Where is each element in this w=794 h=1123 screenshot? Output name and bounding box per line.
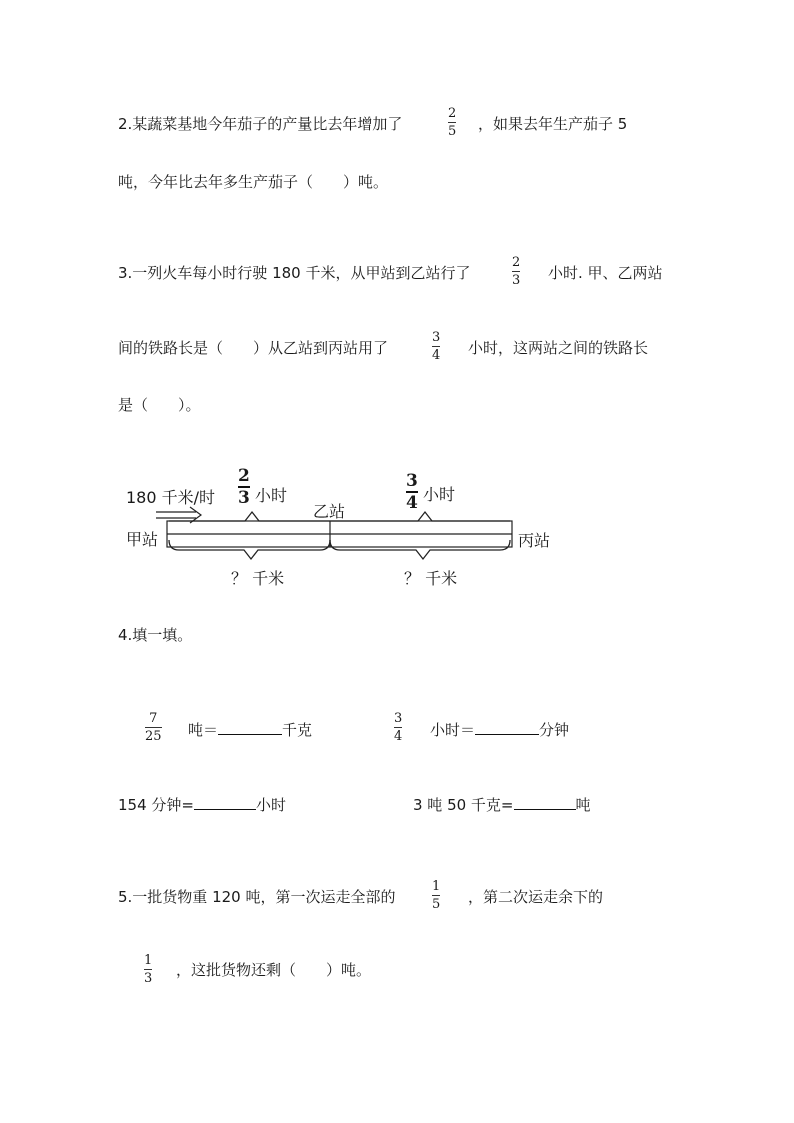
distance-question-1: ？ 千米 — [231, 569, 285, 588]
q5-fraction-1 — [432, 879, 440, 912]
station-a-label: 甲站 — [126, 530, 159, 549]
fraction-numerator: 2 — [238, 466, 250, 486]
time-label-2: 小时 — [423, 485, 456, 504]
q3-text-c: 间的铁路长是（ ）从乙站到丙站用了 — [118, 339, 389, 357]
q3-text-a: 3.一列火车每小时行驶 180 千米，从甲站到乙站行了 — [118, 264, 471, 282]
answer-blank[interactable] — [514, 793, 576, 810]
answer-blank[interactable] — [475, 718, 539, 735]
time-label-1: 小时 — [255, 486, 288, 505]
diagram-fraction-1 — [238, 467, 250, 507]
answer-blank[interactable] — [218, 718, 282, 735]
fraction-denominator: 25 — [145, 729, 162, 744]
fraction-denominator: 4 — [432, 348, 441, 363]
q5-text-c: ，这批货物还剩（ ）吨。 — [176, 961, 372, 979]
q4-item4 — [413, 793, 591, 815]
unit-label: 千克 — [282, 721, 313, 739]
fraction-numerator: 3 — [432, 330, 441, 345]
q4-title: 4.填一填。 — [118, 626, 193, 644]
q4-item3 — [118, 793, 286, 815]
fraction-denominator: 3 — [144, 971, 153, 986]
unit-label: 吨＝ — [188, 721, 219, 739]
unit-label: 分钟 — [539, 721, 570, 739]
fraction-denominator: 3 — [238, 488, 250, 508]
fraction-bar — [432, 895, 440, 896]
q2-text-a: 2.某蔬菜基地今年茄子的产量比去年增加了 — [118, 115, 403, 133]
fraction-numerator: 2 — [448, 106, 457, 121]
fraction-numerator: 1 — [432, 879, 441, 894]
answer-blank[interactable] — [194, 793, 256, 810]
q4-item1-fraction — [145, 711, 162, 744]
diagram-fraction-2 — [406, 472, 418, 512]
fraction-numerator: 2 — [512, 255, 521, 270]
q5-fraction-2 — [144, 953, 152, 986]
q5-text-b: ，第二次运走余下的 — [468, 888, 604, 906]
bottom-brace-right — [330, 540, 510, 559]
unit-label: 小时 — [255, 796, 286, 814]
question-prefix: 154 分钟= — [118, 796, 194, 814]
top-brace-right — [330, 512, 510, 521]
station-b-label: 乙站 — [313, 502, 346, 521]
fraction-denominator: 5 — [432, 897, 441, 912]
fraction-denominator: 3 — [512, 273, 521, 288]
q2-text-b: ，如果去年生产茄子 5 — [478, 115, 628, 133]
speed-label: 180 千米/时 — [126, 488, 216, 507]
fraction-bar — [394, 727, 402, 728]
unit-label: 吨 — [575, 796, 591, 814]
fraction-numerator: 1 — [144, 953, 153, 968]
q3-text-b: 小时. 甲、乙两站 — [548, 264, 663, 282]
q4-item2-fraction — [394, 711, 402, 744]
bottom-brace-left — [169, 540, 330, 559]
q5-text-a: 5.一批货物重 120 吨，第一次运走全部的 — [118, 888, 396, 906]
q4-item1 — [188, 718, 312, 740]
q4-item2 — [430, 718, 569, 740]
fraction-numerator: 3 — [406, 471, 418, 491]
fraction-bar — [144, 969, 152, 970]
fraction-bar — [145, 727, 162, 728]
fraction-numerator: 7 — [149, 711, 158, 726]
top-brace-left — [169, 512, 330, 521]
unit-label: 小时＝ — [430, 721, 476, 739]
fraction-denominator: 5 — [448, 124, 457, 139]
distance-question-2: ？ 千米 — [404, 569, 458, 588]
fraction-denominator: 4 — [394, 729, 403, 744]
q3-text-e: 是（ ）。 — [118, 396, 201, 414]
fraction-numerator: 3 — [394, 711, 403, 726]
q2-text-c: 吨，今年比去年多生产茄子（ ）吨。 — [118, 173, 389, 191]
station-c-label: 丙站 — [518, 531, 551, 550]
question-prefix: 3 吨 50 千克= — [413, 796, 514, 814]
q3-text-d: 小时，这两站之间的铁路长 — [468, 339, 649, 357]
fraction-denominator: 4 — [406, 493, 418, 513]
